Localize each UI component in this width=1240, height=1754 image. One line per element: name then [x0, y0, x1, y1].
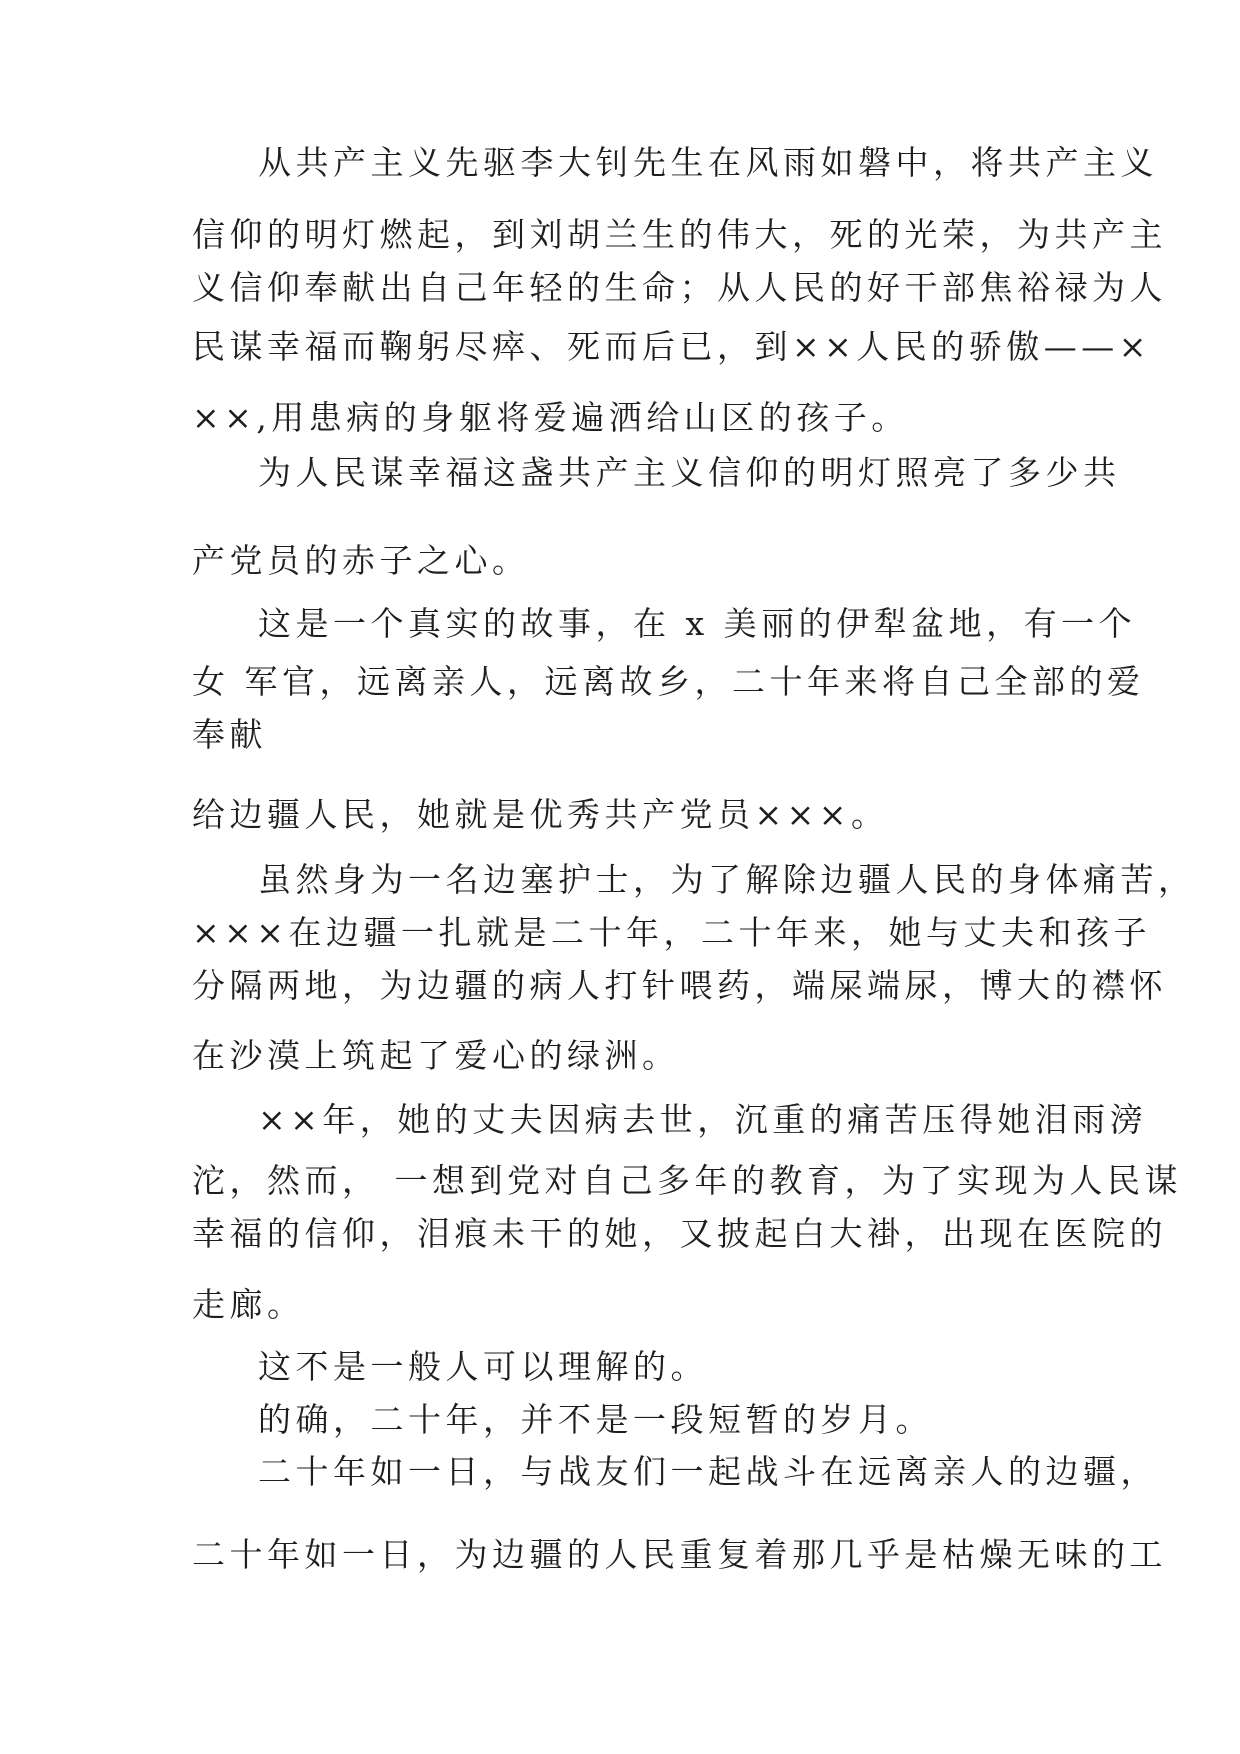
text-line-9: 女 军官，远离亲人，远离故乡，二十年来将自己全部的爱: [192, 662, 1145, 701]
text-line-19: 走廊。: [192, 1285, 305, 1324]
text-line-21: 的确，二十年，并不是一段短暂的岁月。: [258, 1400, 933, 1439]
text-line-10: 奉献: [192, 715, 267, 754]
text-line-3: 义信仰奉献出自己年轻的生命；从人民的好干部焦裕禄为人: [192, 268, 1167, 307]
text-line-6: 为人民谋幸福这盏共产主义信仰的明灯照亮了多少共: [258, 453, 1121, 492]
text-line-18: 幸福的信仰，泪痕未干的她，又披起白大褂，出现在医院的: [192, 1214, 1167, 1253]
text-line-12: 虽然身为一名边塞护士，为了解除边疆人民的身体痛苦，: [258, 860, 1196, 899]
text-line-7: 产党员的赤子之心。: [192, 541, 530, 580]
text-line-20: 这不是一般人可以理解的。: [258, 1347, 708, 1386]
text-line-4: 民谋幸福而鞠躬尽瘁、死而后已，到××人民的骄傲——×: [192, 327, 1151, 366]
text-line-23: 二十年如一日，为边疆的人民重复着那几乎是枯燥无味的工: [192, 1535, 1167, 1574]
text-line-2: 信仰的明灯燃起，到刘胡兰生的伟大，死的光荣，为共产主: [192, 215, 1167, 254]
text-line-11: 给边疆人民，她就是优秀共产党员×××。: [192, 795, 889, 834]
text-line-13: ×××在边疆一扎就是二十年，二十年来，她与丈夫和孩子: [192, 913, 1151, 952]
text-line-1: 从共产主义先驱李大钊先生在风雨如磐中，将共产主义: [258, 143, 1158, 182]
text-line-5: ××,用患病的身躯将爱遍洒给山区的孩子。: [192, 398, 909, 437]
text-line-14: 分隔两地，为边疆的病人打针喂药，端屎端尿，博大的襟怀: [192, 966, 1167, 1005]
text-line-16: ××年，她的丈夫因病去世，沉重的痛苦压得她泪雨滂: [258, 1100, 1148, 1139]
text-line-22: 二十年如一日，与战友们一起战斗在远离亲人的边疆，: [258, 1452, 1158, 1491]
text-line-8: 这是一个真实的故事，在 x 美丽的伊犁盆地，有一个: [258, 604, 1137, 643]
text-line-15: 在沙漠上筑起了爱心的绿洲。: [192, 1036, 680, 1075]
text-line-17: 沱，然而， 一想到党对自己多年的教育，为了实现为人民谋: [192, 1161, 1182, 1200]
